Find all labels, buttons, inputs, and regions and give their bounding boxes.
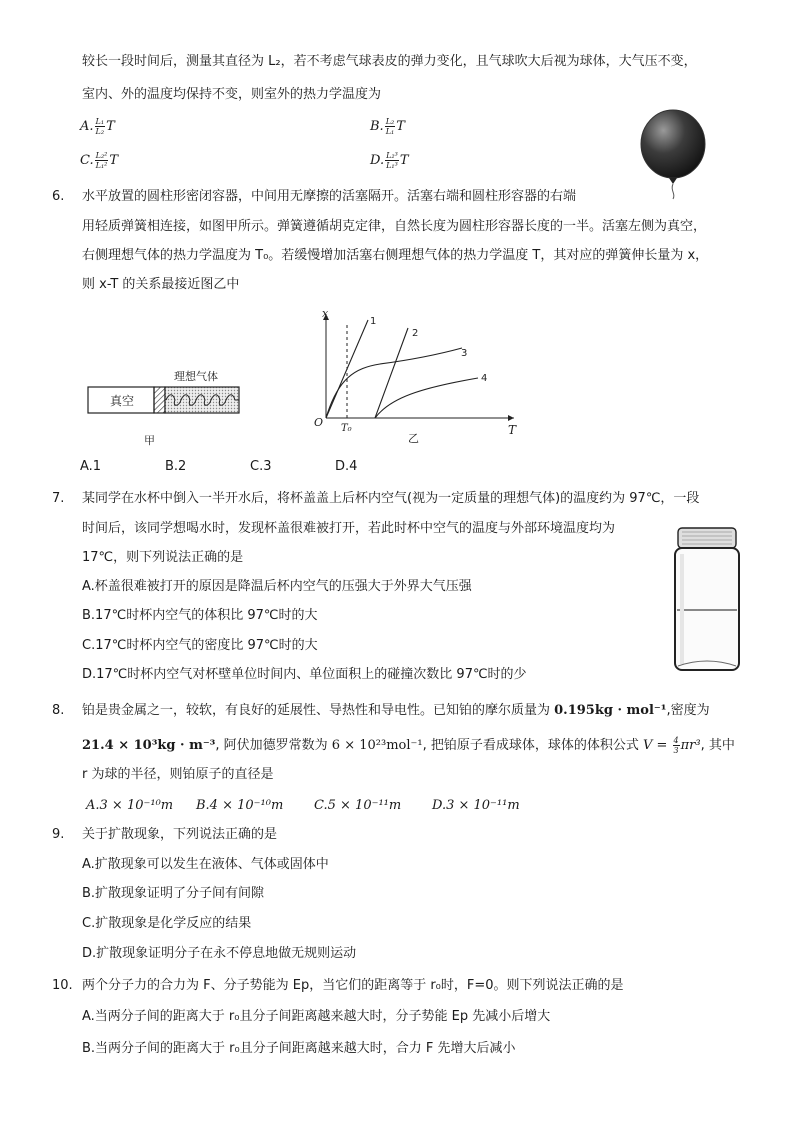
q6-number: 6. — [52, 189, 65, 204]
q5-option-d[interactable]: D. $\frac{\text{L₂³}}{\text{L₁³}}$ T — [370, 151, 409, 170]
curve-2-label: 2 — [412, 328, 419, 339]
curve-2 — [347, 328, 408, 418]
caption-jia: 甲 — [144, 434, 155, 447]
container-gas-side — [165, 387, 239, 413]
figure-jia — [86, 365, 246, 450]
q6-option-d[interactable]: D.4 — [335, 459, 358, 474]
balloon-knot — [669, 178, 677, 184]
curve-4-label: 4 — [481, 373, 488, 384]
glass-jar-figure — [672, 526, 742, 674]
q10-option-b[interactable]: B.当两分子间的距离大于 r₀且分子间距离越来越大时，合力 F 先增大后减小 — [82, 1041, 516, 1056]
label-vacuum: 真空 — [110, 394, 135, 408]
q6-stem-line-2: 用轻质弹簧相连接，如图甲所示。弹簧遵循胡克定律，自然长度为圆柱形容器长度的一半。活塞左侧为真空， — [82, 219, 707, 234]
axis-t-arrow — [508, 415, 514, 421]
q5-option-b[interactable]: B. $\frac{\text{L₂}}{\text{L₁}}$ T — [370, 117, 405, 136]
jar-lid — [678, 528, 736, 548]
balloon-body — [641, 110, 705, 178]
label-ideal-gas: 理想气体 — [174, 370, 218, 383]
q10-option-a[interactable]: A.当两分子间的距离大于 r₀且分子间距离越来越大时，分子势能 Ep 先减小后增大 — [82, 1009, 551, 1024]
curve-4 — [375, 378, 478, 418]
sphere-volume-formula: V = $\frac{4}{3}$ πr³ — [642, 736, 701, 755]
q6-stem-line-4: 则 x-T 的关系最接近图乙中 — [82, 277, 240, 292]
q9-option-d[interactable]: D.扩散现象证明分子在永不停息地做无规则运动 — [82, 946, 357, 961]
q9-option-b[interactable]: B.扩散现象证明了分子间有间隙 — [82, 886, 265, 901]
q5-stem-line-2: 室内、外的温度均保持不变，则室外的热力学温度为 — [82, 87, 382, 102]
axis-x-label: x — [322, 307, 329, 320]
q7-option-b[interactable]: B.17℃时杯内空气的体积比 97℃时的大 — [82, 608, 318, 623]
density-value: 21.4 × 10³kg · m⁻³ — [82, 738, 216, 753]
q7-option-d[interactable]: D.17℃时杯内空气对杯壁单位时间内、单位面积上的碰撞次数比 97℃时的少 — [82, 667, 527, 682]
q6-option-a[interactable]: A.1 — [80, 459, 102, 474]
q7-stem-line-1: 某同学在水杯中倒入一半开水后，将杯盖盖上后杯内空气(视为一定质量的理想气体)的温度约为 97℃，一段 — [82, 491, 700, 506]
q8-option-a[interactable]: A.3 × 10⁻¹⁰m — [86, 798, 174, 813]
q8-option-d[interactable]: D.3 × 10⁻¹¹m — [432, 798, 520, 813]
q6-option-b[interactable]: B.2 — [165, 459, 187, 474]
q9-stem: 关于扩散现象，下列说法正确的是 — [82, 827, 278, 842]
q9-option-a[interactable]: A.扩散现象可以发生在液体、气体或固体中 — [82, 857, 329, 872]
q8-stem-line-2: 21.4 × 10³kg · m⁻³, 阿伏加德罗常数为 6 × 10²³mol⁻¹, 把铂原子看成球体，球体的体积公式 V = $\frac{4}{3}$ πr³, 其中 — [82, 736, 735, 755]
q6-stem-line-1: 水平放置的圆柱形密闭容器，中间用无摩擦的活塞隔开。活塞右端和圆柱形容器的右端 — [82, 189, 577, 204]
q7-option-a[interactable]: A.杯盖很难被打开的原因是降温后杯内空气的压强大于外界大气压强 — [82, 579, 472, 594]
origin-label: O — [314, 416, 324, 429]
q9-option-c[interactable]: C.扩散现象是化学反应的结果 — [82, 916, 252, 931]
q6-stem-line-3: 右侧理想气体的热力学温度为 T₀。若缓慢增加活塞右侧理想气体的热力学温度 T，其对应的弹簧伸长量为 x， — [82, 248, 709, 263]
q10-stem: 两个分子力的合力为 F、分子势能为 Ep，当它们的距离等于 r₀时，F=0。则下列说法正确的是 — [82, 978, 624, 993]
piston — [154, 387, 165, 413]
q9-number: 9. — [52, 827, 65, 842]
q6-option-c[interactable]: C.3 — [250, 459, 272, 474]
q7-option-c[interactable]: C.17℃时杯内空气的密度比 97℃时的大 — [82, 638, 318, 653]
t0-label: T₀ — [341, 423, 352, 434]
avogadro-value: 6 × 10²³mol⁻¹ — [331, 738, 423, 753]
q8-number: 8. — [52, 703, 65, 718]
q7-number: 7. — [52, 491, 65, 506]
q10-number: 10. — [52, 978, 73, 993]
curve-1-label: 1 — [370, 316, 377, 327]
q5-option-a[interactable]: A. $\frac{\text{L₁}}{\text{L₂}}$ T — [80, 117, 115, 136]
jar-body — [675, 548, 739, 670]
caption-yi: 乙 — [408, 432, 419, 445]
curve-3-label: 3 — [461, 348, 468, 359]
q5-option-c[interactable]: C. $\frac{\text{L₂²}}{\text{L₁²}}$ T — [80, 151, 119, 170]
q7-stem-line-2: 时间后，该同学想喝水时，发现杯盖很难被打开，若此时杯中空气的温度与外部环境温度均为 — [82, 521, 616, 536]
q8-stem-line-3: r 为球的半径，则铂原子的直径是 — [82, 767, 274, 782]
figure-yi — [310, 306, 520, 448]
balloon-string — [672, 184, 674, 199]
balloon-figure — [636, 108, 712, 200]
q8-option-c[interactable]: C.5 × 10⁻¹¹m — [314, 798, 402, 813]
axis-t-label: T — [508, 423, 517, 437]
molar-mass-value: 0.195kg · mol⁻¹ — [554, 703, 667, 718]
q7-stem-line-3: 17℃，则下列说法正确的是 — [82, 550, 244, 565]
q5-stem-line-1: 较长一段时间后，测量其直径为 L₂，若不考虑气球表皮的弹力变化，且气球吹大后视为球体，大气压不变， — [82, 54, 697, 69]
curve-3 — [326, 348, 462, 418]
q8-option-b[interactable]: B.4 × 10⁻¹⁰m — [196, 798, 284, 813]
q8-stem-line-1: 铂是贵金属之一，较软，有良好的延展性、导热性和导电性。已知铂的摩尔质量为 0.195kg · mol⁻¹,密度为 — [82, 703, 710, 718]
